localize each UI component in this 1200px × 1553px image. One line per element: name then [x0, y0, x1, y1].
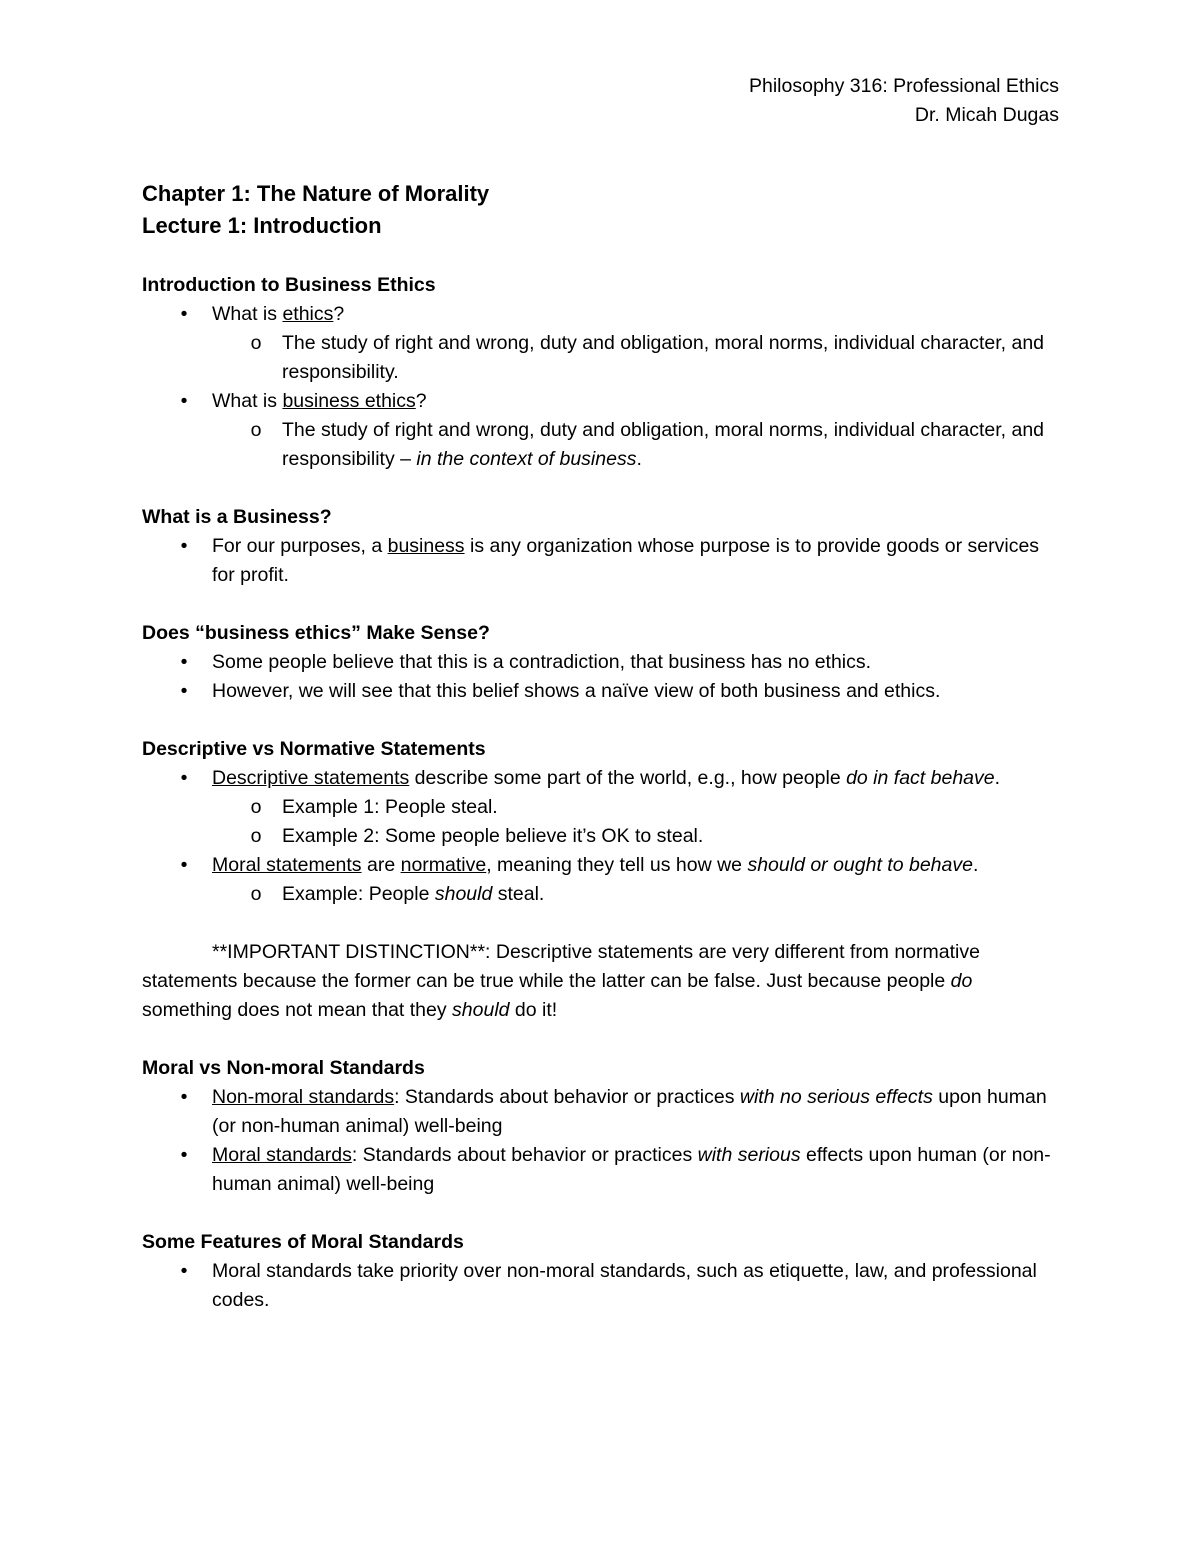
bullet-list: [142, 1083, 1060, 1199]
sub-bullet-icon: o: [250, 419, 262, 441]
sub-bullet-icon: o: [250, 825, 262, 847]
section-heading: Descriptive vs Normative Statements: [142, 738, 486, 760]
key-term: business: [387, 535, 465, 557]
bullet-icon: •: [180, 854, 188, 876]
sub-bullet-icon: o: [250, 332, 262, 354]
sub-list-item: o Example 2: Some people believe it’s OK to steal.: [142, 822, 1060, 851]
list-item: • However, we will see that this belief shows a naïve view of both business and ethics.: [142, 677, 1060, 706]
sub-bullet-icon: o: [250, 883, 262, 905]
section-what-is-business: [142, 503, 1060, 590]
key-term: Moral standards: [212, 1144, 352, 1166]
section-heading: Moral vs Non-moral Standards: [142, 1057, 425, 1079]
document-body: [142, 178, 1060, 1315]
section-business-ethics-sense: [142, 619, 1060, 706]
course-header: [749, 72, 1059, 130]
list-item: • Moral standards: Standards about behavior or practices with serious effects upon human (or non-human animal) well-being: [142, 1141, 1060, 1199]
section-heading: Does “business ethics” Make Sense?: [142, 622, 490, 644]
key-term: ethics: [282, 303, 334, 325]
list-item: • Non-moral standards: Standards about behavior or practices with no serious effects upon human (or non-human animal) well-being: [142, 1083, 1060, 1141]
bullet-list: [142, 1257, 1060, 1315]
chapter-title: Chapter 1: The Nature of Morality: [142, 181, 490, 206]
sub-list-item: o The study of right and wrong, duty and obligation, moral norms, individual character, and responsibility.: [142, 329, 1060, 387]
section-intro-business-ethics: [142, 271, 1060, 474]
bullet-icon: •: [180, 651, 188, 673]
bullet-icon: •: [180, 1260, 188, 1282]
bullet-list: [142, 532, 1060, 590]
key-term: Moral statements: [212, 854, 362, 876]
bullet-icon: •: [180, 535, 188, 557]
list-item: • What is business ethics?: [142, 387, 1060, 416]
section-descriptive-normative: [142, 735, 1060, 909]
sub-bullet-icon: o: [250, 796, 262, 818]
sub-list-item: o The study of right and wrong, duty and obligation, moral norms, individual character, and responsibility – in the context of business.: [142, 416, 1060, 474]
section-moral-nonmoral: [142, 1054, 1060, 1199]
course-title: Philosophy 316: Professional Ethics: [748, 75, 1059, 97]
bullet-icon: •: [180, 303, 188, 325]
section-heading: Introduction to Business Ethics: [142, 274, 436, 296]
key-term: Non-moral standards: [212, 1086, 395, 1108]
bullet-list: [142, 300, 1060, 474]
list-item: • Descriptive statements describe some part of the world, e.g., how people do in fact behave.: [142, 764, 1060, 793]
sub-list-item: o Example 1: People steal.: [142, 793, 1060, 822]
lecture-title: Lecture 1: Introduction: [142, 213, 382, 238]
section-heading: What is a Business?: [142, 506, 332, 528]
section-heading: Some Features of Moral Standards: [142, 1231, 464, 1253]
bullet-icon: •: [180, 390, 188, 412]
bullet-icon: •: [180, 1144, 188, 1166]
bullet-list: [142, 764, 1060, 909]
section-features-moral-standards: [142, 1228, 1060, 1315]
bullet-icon: •: [180, 1086, 188, 1108]
sub-list-item: o Example: People should steal.: [142, 880, 1060, 909]
bullet-list: [142, 648, 1060, 706]
bullet-icon: •: [180, 680, 188, 702]
list-item: • Moral standards take priority over non-moral standards, such as etiquette, law, and professional codes.: [142, 1257, 1060, 1315]
list-item: • For our purposes, a business is any organization whose purpose is to provide goods or services for profit.: [142, 532, 1060, 590]
key-term: business ethics: [282, 390, 416, 412]
list-item: • What is ethics?: [142, 300, 1060, 329]
bullet-icon: •: [180, 767, 188, 789]
key-term: normative: [400, 854, 487, 876]
instructor-name: Dr. Micah Dugas: [914, 104, 1059, 126]
list-item: • Moral statements are normative, meaning they tell us how we should or ought to behave.: [142, 851, 1060, 880]
key-term: Descriptive statements: [212, 767, 410, 789]
important-distinction-paragraph: **IMPORTANT DISTINCTION**: Descriptive statements are very different from normative statements because the former can be true while the latter can be false. Just because people do something does not mean that they should do it!: [142, 941, 980, 1021]
list-item: • Some people believe that this is a contradiction, that business has no ethics.: [142, 648, 1060, 677]
